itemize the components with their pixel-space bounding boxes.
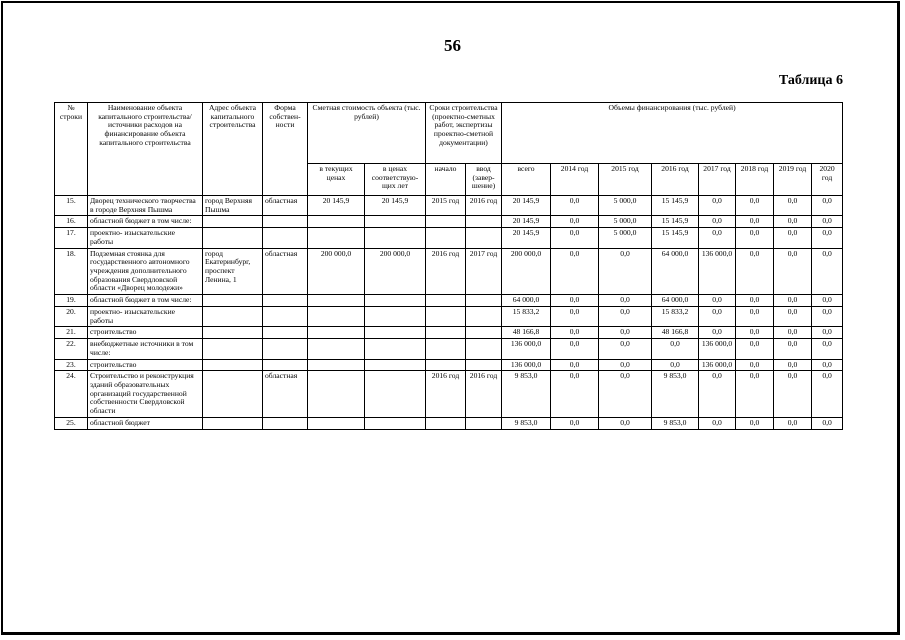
header-address: Адрес объекта капитального строительства (203, 103, 263, 196)
cell-amount-2018: 0,0 (736, 196, 774, 216)
cell-start-year: 2016 год (426, 371, 466, 418)
cell-estimate-year (365, 371, 426, 418)
header-year-2015: 2015 год (599, 164, 652, 196)
header-row-no: № строки (55, 103, 88, 196)
cell-amount-2020: 0,0 (812, 228, 843, 248)
cell-object-name: внебюджетные источники в том числе: (88, 339, 203, 359)
cell-row-number: 15. (55, 196, 88, 216)
cell-amount-2019: 0,0 (774, 327, 812, 339)
cell-amount-2018: 0,0 (736, 417, 774, 429)
header-year-2017: 2017 год (699, 164, 736, 196)
cell-amount-2018: 0,0 (736, 359, 774, 371)
cell-amount-2017: 0,0 (699, 417, 736, 429)
cell-start-year (426, 339, 466, 359)
cell-estimate-year: 20 145,9 (365, 196, 426, 216)
cell-amount-2020: 0,0 (812, 295, 843, 307)
cell-object-address: город Екатеринбург, проспект Ленина, 1 (203, 248, 263, 295)
cell-end-year: 2016 год (466, 371, 502, 418)
cell-total-amount: 15 833,2 (502, 306, 551, 326)
cell-object-address (203, 295, 263, 307)
cell-start-year: 2016 год (426, 248, 466, 295)
table-row (55, 306, 843, 326)
cell-estimate-year (365, 327, 426, 339)
cell-amount-2014: 0,0 (551, 216, 599, 228)
cell-object-name: строительство (88, 327, 203, 339)
cell-amount-2020: 0,0 (812, 216, 843, 228)
cell-amount-2016: 15 833,2 (652, 306, 699, 326)
cell-amount-2019: 0,0 (774, 216, 812, 228)
cell-total-amount: 136 000,0 (502, 339, 551, 359)
header-funding: Объемы финансирования (тыс. рублей) (502, 103, 843, 164)
cell-total-amount: 64 000,0 (502, 295, 551, 307)
cell-amount-2015: 0,0 (599, 339, 652, 359)
header-name: Наименование объекта капитального строительства/ источники расходов на финансирование объекта капитального строительства (88, 103, 203, 196)
cell-object-name: Дворец технического творчества в городе Верхняя Пышма (88, 196, 203, 216)
cell-estimate-current (308, 371, 365, 418)
cell-amount-2019: 0,0 (774, 339, 812, 359)
cell-estimate-year (365, 417, 426, 429)
cell-amount-2017: 0,0 (699, 295, 736, 307)
cell-amount-2016: 64 000,0 (652, 248, 699, 295)
cell-row-number: 16. (55, 216, 88, 228)
cell-amount-2018: 0,0 (736, 371, 774, 418)
page-number: 56 (444, 36, 461, 55)
cell-estimate-year (365, 306, 426, 326)
cell-amount-2015: 5 000,0 (599, 216, 652, 228)
cell-start-year (426, 295, 466, 307)
cell-amount-2020: 0,0 (812, 359, 843, 371)
table-caption: Таблица 6 (778, 73, 843, 88)
cell-estimate-current (308, 295, 365, 307)
cell-object-address (203, 417, 263, 429)
cell-ownership-form: областная (263, 248, 308, 295)
cell-amount-2014: 0,0 (551, 295, 599, 307)
financing-table (54, 102, 843, 430)
cell-object-name: областной бюджет в том числе: (88, 295, 203, 307)
cell-amount-2014: 0,0 (551, 359, 599, 371)
header-year-2020: 2020 год (812, 164, 843, 196)
table-row (55, 228, 843, 248)
cell-amount-2019: 0,0 (774, 359, 812, 371)
cell-estimate-year (365, 359, 426, 371)
cell-amount-2016: 15 145,9 (652, 196, 699, 216)
cell-total-amount: 9 853,0 (502, 417, 551, 429)
cell-amount-2015: 0,0 (599, 371, 652, 418)
cell-ownership-form (263, 417, 308, 429)
cell-start-year (426, 327, 466, 339)
cell-ownership-form (263, 339, 308, 359)
cell-amount-2017: 0,0 (699, 216, 736, 228)
header-year-2018: 2018 год (736, 164, 774, 196)
cell-end-year (466, 417, 502, 429)
cell-object-name: областной бюджет (88, 417, 203, 429)
cell-object-name: областной бюджет в том числе: (88, 216, 203, 228)
cell-amount-2014: 0,0 (551, 306, 599, 326)
cell-amount-2015: 5 000,0 (599, 196, 652, 216)
table-row (55, 371, 843, 418)
cell-amount-2014: 0,0 (551, 417, 599, 429)
cell-amount-2016: 15 145,9 (652, 216, 699, 228)
cell-amount-2016: 0,0 (652, 339, 699, 359)
cell-object-name: Строительство и реконструкция зданий образовательных организаций государственной собственности Свердловской области (88, 371, 203, 418)
cell-estimate-year (365, 228, 426, 248)
cell-end-year (466, 216, 502, 228)
cell-ownership-form (263, 295, 308, 307)
cell-ownership-form: областная (263, 371, 308, 418)
cell-row-number: 22. (55, 339, 88, 359)
cell-amount-2020: 0,0 (812, 248, 843, 295)
table-row (55, 295, 843, 307)
cell-amount-2015: 0,0 (599, 417, 652, 429)
cell-amount-2016: 9 853,0 (652, 417, 699, 429)
table-row (55, 327, 843, 339)
cell-end-year (466, 295, 502, 307)
cell-ownership-form (263, 306, 308, 326)
cell-estimate-current: 200 000,0 (308, 248, 365, 295)
cell-row-number: 17. (55, 228, 88, 248)
cell-ownership-form (263, 327, 308, 339)
cell-estimate-current (308, 417, 365, 429)
cell-row-number: 21. (55, 327, 88, 339)
cell-object-name: проектно- изыскательские работы (88, 228, 203, 248)
cell-amount-2019: 0,0 (774, 248, 812, 295)
cell-amount-2019: 0,0 (774, 371, 812, 418)
cell-total-amount: 20 145,9 (502, 216, 551, 228)
header-total: всего (502, 164, 551, 196)
cell-amount-2017: 0,0 (699, 228, 736, 248)
cell-amount-2018: 0,0 (736, 248, 774, 295)
header-ownership: Форма собствен-ности (263, 103, 308, 196)
cell-row-number: 25. (55, 417, 88, 429)
header-terms-start: начало (426, 164, 466, 196)
cell-amount-2015: 5 000,0 (599, 228, 652, 248)
cell-amount-2020: 0,0 (812, 371, 843, 418)
cell-amount-2016: 0,0 (652, 359, 699, 371)
cell-amount-2019: 0,0 (774, 306, 812, 326)
cell-amount-2017: 0,0 (699, 327, 736, 339)
cell-total-amount: 200 000,0 (502, 248, 551, 295)
cell-amount-2014: 0,0 (551, 248, 599, 295)
cell-amount-2017: 136 000,0 (699, 339, 736, 359)
cell-amount-2015: 0,0 (599, 295, 652, 307)
cell-end-year (466, 359, 502, 371)
cell-end-year: 2017 год (466, 248, 502, 295)
cell-end-year: 2016 год (466, 196, 502, 216)
cell-amount-2014: 0,0 (551, 371, 599, 418)
cell-object-address (203, 306, 263, 326)
cell-amount-2016: 64 000,0 (652, 295, 699, 307)
cell-amount-2020: 0,0 (812, 339, 843, 359)
cell-amount-2017: 136 000,0 (699, 248, 736, 295)
cell-estimate-current (308, 228, 365, 248)
header-year-2016: 2016 год (652, 164, 699, 196)
cell-amount-2019: 0,0 (774, 295, 812, 307)
cell-amount-2016: 48 166,8 (652, 327, 699, 339)
cell-row-number: 19. (55, 295, 88, 307)
table-row (55, 196, 843, 216)
cell-row-number: 24. (55, 371, 88, 418)
cell-amount-2014: 0,0 (551, 196, 599, 216)
cell-amount-2018: 0,0 (736, 228, 774, 248)
cell-estimate-year: 200 000,0 (365, 248, 426, 295)
cell-amount-2016: 15 145,9 (652, 228, 699, 248)
cell-total-amount: 20 145,9 (502, 228, 551, 248)
cell-amount-2014: 0,0 (551, 339, 599, 359)
table-row (55, 417, 843, 429)
cell-row-number: 20. (55, 306, 88, 326)
cell-object-address: город Верхняя Пышма (203, 196, 263, 216)
header-estimate: Сметная стоимость объекта (тыс. рублей) (308, 103, 426, 164)
cell-object-address (203, 228, 263, 248)
cell-estimate-current (308, 327, 365, 339)
table-row (55, 339, 843, 359)
cell-amount-2017: 136 000,0 (699, 359, 736, 371)
cell-object-address (203, 359, 263, 371)
cell-ownership-form (263, 359, 308, 371)
table-body (55, 196, 843, 430)
cell-row-number: 18. (55, 248, 88, 295)
cell-estimate-current (308, 306, 365, 326)
cell-object-address (203, 339, 263, 359)
cell-amount-2017: 0,0 (699, 306, 736, 326)
cell-amount-2018: 0,0 (736, 327, 774, 339)
cell-start-year (426, 216, 466, 228)
cell-object-name: проектно- изыскательские работы (88, 306, 203, 326)
header-estimate-current: в текущих ценах (308, 164, 365, 196)
cell-estimate-current: 20 145,9 (308, 196, 365, 216)
cell-start-year (426, 417, 466, 429)
cell-total-amount: 9 853,0 (502, 371, 551, 418)
cell-amount-2020: 0,0 (812, 196, 843, 216)
cell-amount-2020: 0,0 (812, 306, 843, 326)
table-row (55, 216, 843, 228)
table-row (55, 248, 843, 295)
cell-amount-2014: 0,0 (551, 327, 599, 339)
cell-amount-2020: 0,0 (812, 327, 843, 339)
cell-total-amount: 136 000,0 (502, 359, 551, 371)
cell-amount-2017: 0,0 (699, 196, 736, 216)
cell-start-year (426, 359, 466, 371)
cell-amount-2019: 0,0 (774, 196, 812, 216)
cell-estimate-year (365, 339, 426, 359)
cell-amount-2019: 0,0 (774, 417, 812, 429)
cell-object-address (203, 216, 263, 228)
cell-object-name: Подземная стоянка для государственного автономного учреждения дополнительного образования Свердловской области «Дворец молодежи» (88, 248, 203, 295)
cell-object-address (203, 371, 263, 418)
cell-ownership-form (263, 228, 308, 248)
header-terms-end: ввод (завер-шение) (466, 164, 502, 196)
cell-amount-2018: 0,0 (736, 306, 774, 326)
cell-estimate-current (308, 339, 365, 359)
cell-amount-2015: 0,0 (599, 359, 652, 371)
cell-estimate-year (365, 295, 426, 307)
cell-amount-2015: 0,0 (599, 248, 652, 295)
cell-total-amount: 20 145,9 (502, 196, 551, 216)
header-terms: Сроки строительства (проектно-сметных работ, экспертизы проектно-сметной документации) (426, 103, 502, 164)
cell-total-amount: 48 166,8 (502, 327, 551, 339)
header-year-2014: 2014 год (551, 164, 599, 196)
cell-row-number: 23. (55, 359, 88, 371)
cell-estimate-current (308, 359, 365, 371)
cell-object-address (203, 327, 263, 339)
cell-amount-2018: 0,0 (736, 216, 774, 228)
header-estimate-year: в ценах соответствую-щих лет (365, 164, 426, 196)
cell-ownership-form (263, 216, 308, 228)
cell-amount-2017: 0,0 (699, 371, 736, 418)
cell-ownership-form: областная (263, 196, 308, 216)
cell-amount-2018: 0,0 (736, 295, 774, 307)
cell-amount-2015: 0,0 (599, 306, 652, 326)
cell-amount-2018: 0,0 (736, 339, 774, 359)
cell-end-year (466, 327, 502, 339)
cell-estimate-current (308, 216, 365, 228)
cell-estimate-year (365, 216, 426, 228)
cell-end-year (466, 306, 502, 326)
table-row (55, 359, 843, 371)
cell-start-year (426, 228, 466, 248)
cell-amount-2020: 0,0 (812, 417, 843, 429)
cell-amount-2014: 0,0 (551, 228, 599, 248)
cell-end-year (466, 339, 502, 359)
cell-amount-2019: 0,0 (774, 228, 812, 248)
cell-amount-2016: 9 853,0 (652, 371, 699, 418)
header-year-2019: 2019 год (774, 164, 812, 196)
cell-start-year (426, 306, 466, 326)
cell-end-year (466, 228, 502, 248)
cell-object-name: строительство (88, 359, 203, 371)
cell-start-year: 2015 год (426, 196, 466, 216)
cell-amount-2015: 0,0 (599, 327, 652, 339)
